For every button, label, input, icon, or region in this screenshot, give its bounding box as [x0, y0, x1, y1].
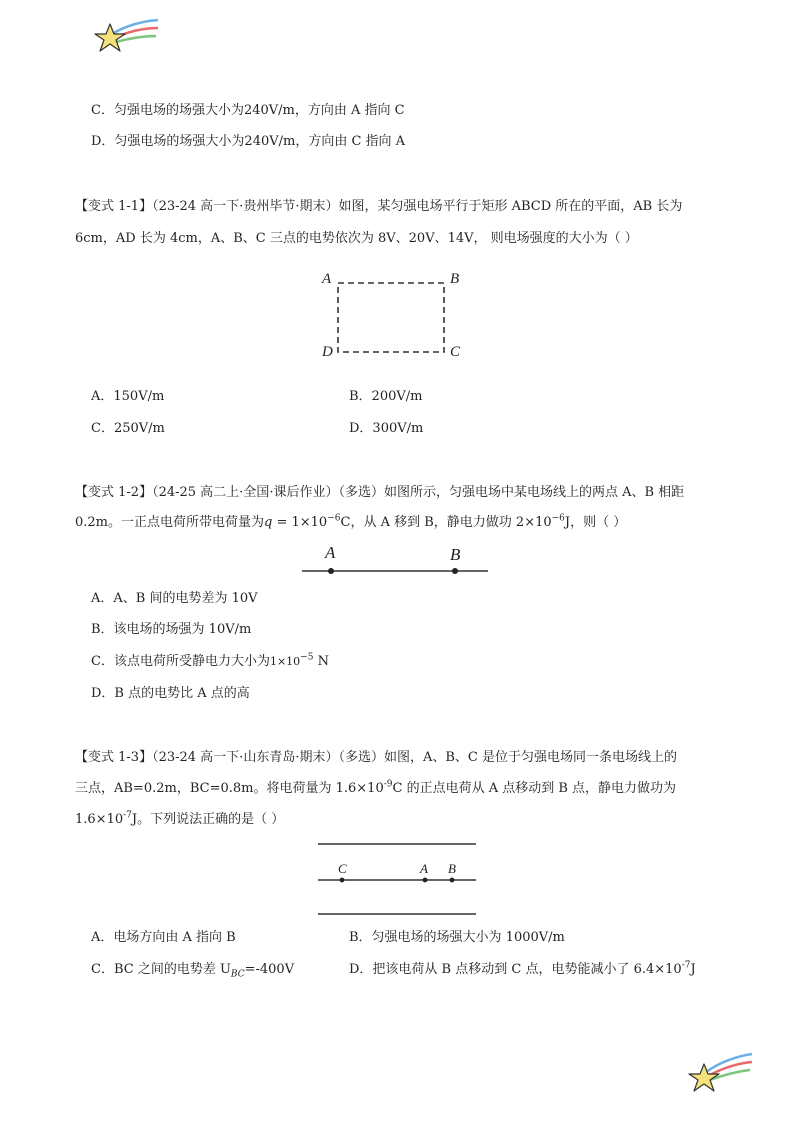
stem-text: J。下列说法正确的是（ ）	[131, 812, 285, 827]
figure-label-d: D	[322, 344, 333, 360]
field-line-figure	[300, 563, 490, 579]
option-c	[91, 962, 294, 978]
figure-label-b: B	[450, 271, 460, 287]
charge-symbol: q	[264, 515, 273, 530]
multi-select-tag: （多选）	[338, 750, 384, 765]
option-a: A．150V/m	[91, 389, 165, 404]
work-exponent: −6	[551, 513, 565, 524]
force-value: 1×10	[269, 655, 301, 668]
question-1-3-stem-line3	[75, 812, 284, 828]
multi-select-tag: （多选）	[338, 485, 384, 500]
question-1-1-stem-line2: 6cm，AD 长为 4cm，A、B、C 三点的电势依次为 8V、20V、14V， 则电场强度的大小为（ ）	[75, 231, 638, 246]
figure-label-c: C	[338, 861, 347, 876]
option-b: B．该电场的场强为 10V/m	[91, 622, 252, 637]
option-d: D．匀强电场的场强大小为240V/m，方向由 C 指向 A	[91, 134, 406, 149]
question-source: （23-24 高一下·贵州毕节·期末）	[152, 199, 339, 214]
question-stem: 如图，A、B、C 是位于匀强电场同一条电场线上的	[383, 750, 677, 765]
rectangle-abcd-figure	[336, 280, 448, 356]
star-decoration-top	[92, 14, 164, 58]
option-c: C．250V/m	[91, 421, 165, 436]
option-text: D．把该电荷从 B 点移动到 C 点，电势能减小了 6.4×10	[349, 962, 682, 977]
question-1-3-stem-line2	[75, 781, 676, 797]
figure-label-c: C	[450, 344, 461, 360]
star-decoration-bottom	[686, 1050, 758, 1098]
question-tag: 【变式 1-3】	[75, 750, 153, 765]
question-1-2-stem-line2	[75, 515, 626, 531]
question-stem: 如图，某匀强电场平行于矩形 ABCD 所在的平面，AB 长为	[338, 199, 683, 214]
question-tag: 【变式 1-1】	[75, 199, 153, 214]
force-unit: N	[313, 654, 329, 669]
work-value: 1.6×10	[75, 812, 124, 827]
question-source: （24-25 高二上·全国·课后作业）	[152, 485, 339, 500]
voltage-subscript: BC	[230, 969, 245, 980]
figure-label-a: A	[325, 543, 336, 562]
three-field-lines-figure	[316, 840, 478, 918]
stem-text: C，从 A 移到 B，静电力做功 2×10	[340, 515, 552, 530]
question-1-2-stem-line1	[75, 485, 684, 501]
force-exponent: −5	[300, 652, 314, 663]
question-stem: 如图所示，匀强电场中某电场线上的两点 A、B 相距	[383, 485, 685, 500]
work-exponent: -7	[123, 810, 132, 821]
figure-label-b: B	[450, 545, 461, 564]
figure-label-a: A	[420, 861, 428, 876]
figure-label-b: B	[448, 861, 456, 876]
option-c	[91, 654, 329, 670]
charge-exponent: -9	[383, 779, 393, 790]
option-a: A．A、B 间的电势差为 10V	[91, 591, 258, 606]
option-text: C．该点电荷所受静电力大小为	[91, 654, 270, 669]
stem-text: C 的正点电荷从 A 点移动到 B 点，静电力做功为	[392, 781, 677, 796]
question-1-1-stem-line1	[75, 199, 682, 215]
charge-exponent: −6	[327, 513, 341, 524]
stem-text: J，则（ ）	[564, 515, 627, 530]
option-c: C．匀强电场的场强大小为240V/m，方向由 A 指向 C	[91, 103, 405, 118]
charge-value: = 1×10	[272, 515, 328, 530]
option-d	[349, 962, 696, 978]
option-a: A．电场方向由 A 指向 B	[91, 930, 236, 945]
question-source: （23-24 高一下·山东青岛·期末）	[152, 750, 339, 765]
option-b: B．匀强电场的场强大小为 1000V/m	[349, 930, 565, 945]
option-b: B．200V/m	[349, 389, 423, 404]
figure-label-a: A	[322, 271, 332, 287]
stem-text: 三点，AB=0.2m，BC=0.8m。将电荷量为 1.6×10	[75, 781, 384, 796]
question-1-3-stem-line1	[75, 750, 677, 766]
voltage-value: =-400V	[244, 962, 295, 977]
energy-unit: J	[690, 962, 696, 977]
option-text: C．BC 之间的电势差 U	[91, 962, 231, 977]
option-d: D．300V/m	[349, 421, 424, 436]
question-tag: 【变式 1-2】	[75, 485, 153, 500]
option-d: D．B 点的电势比 A 点的高	[91, 686, 250, 701]
stem-text: 0.2m。一正点电荷所带电荷量为	[75, 515, 265, 530]
energy-exponent: -7	[681, 960, 691, 971]
